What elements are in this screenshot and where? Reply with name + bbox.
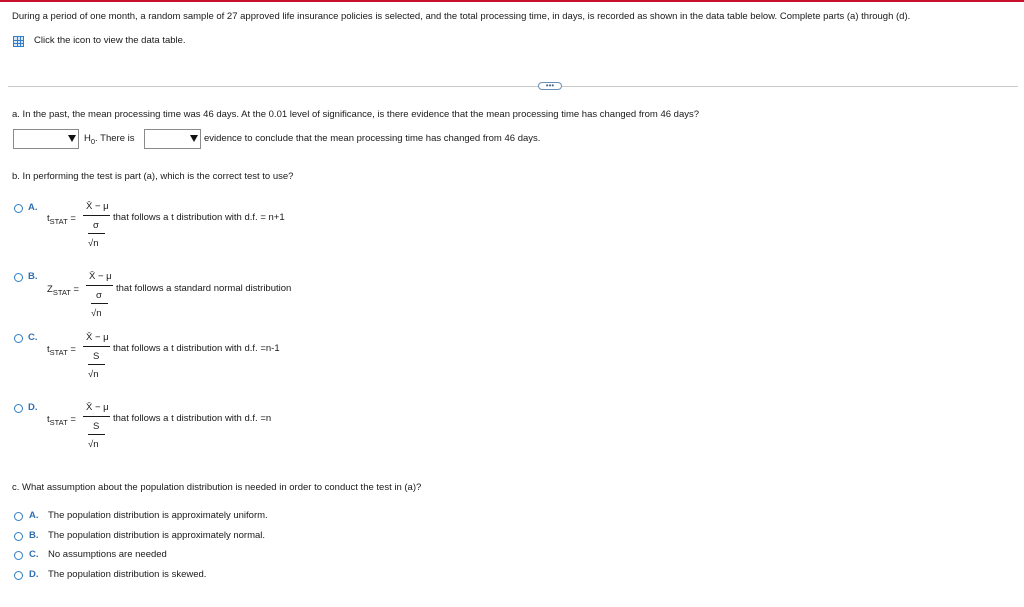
top-accent-bar [0,0,1024,2]
option-letter: A. [28,202,38,213]
radio-button[interactable] [14,532,23,541]
option-description: that follows a t distribution with d.f. =n-1 [113,343,280,354]
radio-button[interactable] [14,334,23,343]
part-b-question: b. In performing the test is part (a), which is the correct test to use? [12,171,294,182]
expand-more-button[interactable]: ••• [538,82,562,90]
option-text: The population distribution is skewed. [48,569,207,580]
option-letter: B. [29,530,39,541]
option-text: The population distribution is approximately uniform. [48,510,268,521]
evidence-dropdown[interactable] [144,129,201,149]
option-text: The population distribution is approximately normal. [48,530,266,541]
denominator-bottom: √n [88,369,99,380]
fraction-bar [88,364,105,365]
numerator: X̄ − μ [89,271,112,282]
chevron-down-icon [190,135,198,142]
problem-intro: During a period of one month, a random sample of 27 approved life insurance policies is selected, and the total processing time, in days, is recorded as shown in the data table below. Complete parts (a) through (d). [12,11,911,22]
fraction-bar [88,434,105,435]
option-letter: D. [28,402,38,413]
data-table-link[interactable]: Click the icon to view the data table. [34,35,186,46]
radio-button[interactable] [14,204,23,213]
fraction-bar [91,303,108,304]
fraction-bar [86,285,113,286]
denominator-top: S [93,421,100,432]
fraction-bar [88,233,105,234]
h0-label: $H_0$. There is [84,133,135,146]
stat-symbol: $t_{STAT}$ = [47,213,76,226]
data-table-icon[interactable] [13,36,24,47]
fraction-bar [83,416,110,417]
option-description: that follows a t distribution with d.f. = n+1 [113,212,285,223]
fraction-bar [83,346,110,347]
part-c-question: c. What assumption about the population distribution is needed in order to conduct the test in (a)? [12,482,422,493]
fraction-bar [83,215,110,216]
radio-button[interactable] [14,571,23,580]
option-description: that follows a t distribution with d.f. =n [113,413,272,424]
radio-button[interactable] [14,273,23,282]
option-letter: C. [29,549,39,560]
numerator: X̄ − μ [86,332,109,343]
stat-symbol: $Z_{STAT}$ = [47,284,80,297]
option-letter: D. [29,569,39,580]
denominator-bottom: √n [88,238,99,249]
option-letter: B. [28,271,38,282]
stat-symbol: $t_{STAT}$ = [47,414,76,427]
section-divider [8,86,1018,87]
denominator-bottom: √n [91,308,102,319]
stat-symbol: $t_{STAT}$ = [47,344,76,357]
option-letter: C. [28,332,38,343]
evidence-text: evidence to conclude that the mean processing time has changed from 46 days. [204,133,541,144]
reject-decision-dropdown[interactable] [13,129,79,149]
chevron-down-icon [68,135,76,142]
option-description: that follows a standard normal distribution [116,283,292,294]
numerator: X̄ − μ [86,402,109,413]
denominator-top: σ [93,220,99,231]
part-a-question: a. In the past, the mean processing time was 46 days. At the 0.01 level of significance, is there evidence that the mean processing time has changed from 46 days? [12,109,700,120]
numerator: X̄ − μ [86,201,109,212]
radio-button[interactable] [14,512,23,521]
denominator-bottom: √n [88,439,99,450]
radio-button[interactable] [14,551,23,560]
radio-button[interactable] [14,404,23,413]
denominator-top: S [93,351,100,362]
option-letter: A. [29,510,39,521]
option-text: No assumptions are needed [48,549,167,560]
denominator-top: σ [96,290,102,301]
